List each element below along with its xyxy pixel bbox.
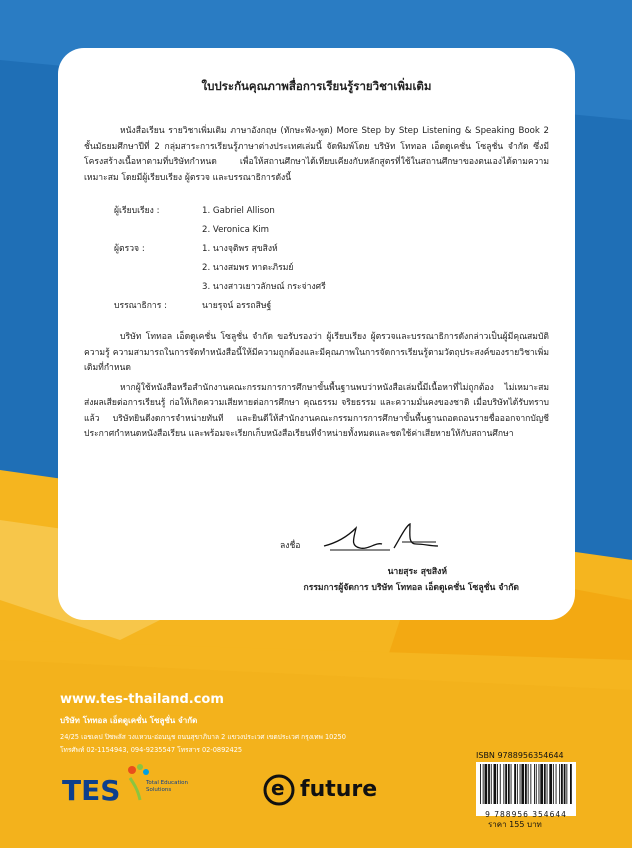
contributor-row	[114, 278, 549, 297]
tes-logo-sub2: Solutions	[146, 787, 172, 793]
liability-paragraph: หากผู้ใช้หนังสือหรือสำนักงานคณะกรรมการการศึกษาขั้นพื้นฐานพบว่าหนังสือเล่มนี้มีเนื้อหาที่ไม่ถูกต้อง ไม่เหมาะสม ส่งผลเสียต่อการเรียนรู้ ก่อให้เกิดความเสียหายต่อการศึกษา คุณธรรม จริยธรรม และความมั่นคงของชาติ เมื่อบริษัทได้รับทราบแล้ว บริษัทยินดีงดการจำหน่ายทันที และยินดีให้สำนักงานคณะกรรมการการศึกษาขั้นพื้นฐานถอดถอนรายชื่อออกจากบัญชีประกาศกำหนดหนังสือเรียน และพร้อมจะเรียกเก็บหนังสือเรียนที่จำหน่ายทั้งหมดและชดใช้ค่าเสียหายให้กับสถานศึกษา	[84, 382, 549, 439]
contributor-name: 1. Gabriel Allison	[202, 206, 275, 216]
contributors-list	[114, 202, 549, 316]
contributor-name: นายรุจน์ อรรถสิษฐ์	[202, 301, 272, 311]
certification-paragraph: บริษัท โททอล เอ็ดดูเคชั่น โซลูชั่น จำกัด ขอรับรองว่า ผู้เรียบเรียง ผู้ตรวจและบรรณาธิการดังกล่าวเป็นผู้มีคุณสมบัติ ความรู้ ความสามารถในการจัดทำหนังสือนี้ให้มีความถูกต้องและมีคุณภาพในการจัดการเรียนรู้ตามวัตถุประสงค์ของรายวิชาเพิ่มเติมที่กำหนด	[84, 332, 549, 373]
contributor-row	[114, 240, 549, 259]
publisher-name: บริษัท โททอล เอ็ดดูเคชั่น โซลูชั่น จำกัด	[60, 716, 198, 725]
contributor-name: 3. นางสาวเยาวลักษณ์ กระจ่างศรี	[202, 282, 326, 292]
efuture-logo-text: future	[300, 777, 378, 802]
signer-position: กรรมการผู้จัดการ บริษัท โททอล เอ็ดดูเคชั่น โซลูชั่น จำกัด	[303, 583, 519, 593]
publisher-phone: โทรศัพท์ 02-1154943, 094-9235547 โทรสาร 02-0892425	[60, 746, 243, 754]
intro-paragraph: หนังสือเรียน รายวิชาเพิ่มเติม ภาษาอังกฤษ (ทักษะฟัง-พูด) More Step by Step Listening & Speaking Book 2 ชั้นมัธยมศึกษาปีที่ 2 กลุ่มสาระการเรียนรู้ภาษาต่างประเทศเล่มนี้ จัดพิมพ์โดย บริษัท โททอล เอ็ดดูเคชั่น โซลูชั่น จำกัด ซึ่งมีโครงสร้างเนื้อหาตามที่บริษัทกำหนด เพื่อให้สถานศึกษาได้เทียบเคียงกับหลักสูตรที่ใช้ในสถานศึกษาของตนเองได้ตามความเหมาะสม โดยมีผู้เรียบเรียง ผู้ตรวจ และบรรณาธิการดังนี้	[84, 126, 549, 183]
contributor-name: 2. นางสมพร ทาตะภิรมย์	[202, 263, 294, 273]
role-label: บรรณาธิการ :	[114, 301, 168, 311]
contributor-name: 2. Veronica Kim	[202, 225, 269, 235]
efuture-logo-letter: e	[271, 776, 285, 800]
contributor-row	[114, 202, 549, 221]
contributor-row	[114, 259, 549, 278]
barcode-digits: 9 788956 354644	[485, 810, 567, 819]
sign-label: ลงชื่อ	[280, 541, 301, 551]
tes-logo-text: TES	[62, 774, 121, 807]
tes-logo-sub1: Total Education	[146, 780, 188, 786]
signer-name: นายสุระ สุขสิงห์	[387, 567, 447, 577]
quality-certificate-card	[58, 48, 575, 620]
publisher-address: 24/25 เอชเคป ปิซพลัส วงแหวน-อ่อนนุช ถนนสุขาภิบาล 2 แขวงประเวศ เขตประเวศ กรุงเทพ 10250	[60, 733, 346, 741]
contributor-row	[114, 221, 549, 240]
price-label: ราคา 155 บาท	[488, 820, 542, 829]
contributor-name: 1. นางจุติพร สุขสิงห์	[202, 244, 278, 254]
role-label	[114, 221, 202, 240]
role-label: ผู้ตรวจ :	[114, 244, 145, 254]
role-label	[114, 259, 202, 278]
website-link[interactable]: www.tes-thailand.com	[60, 692, 224, 707]
isbn-number: ISBN 9788956354644	[476, 751, 564, 760]
signature-image	[320, 520, 440, 560]
role-label	[114, 278, 202, 297]
role-label: ผู้เรียบเรียง :	[114, 206, 160, 216]
contributor-row	[114, 297, 549, 316]
certificate-title: ใบประกันคุณภาพสื่อการเรียนรู้รายวิชาเพิ่มเติม	[201, 79, 432, 93]
